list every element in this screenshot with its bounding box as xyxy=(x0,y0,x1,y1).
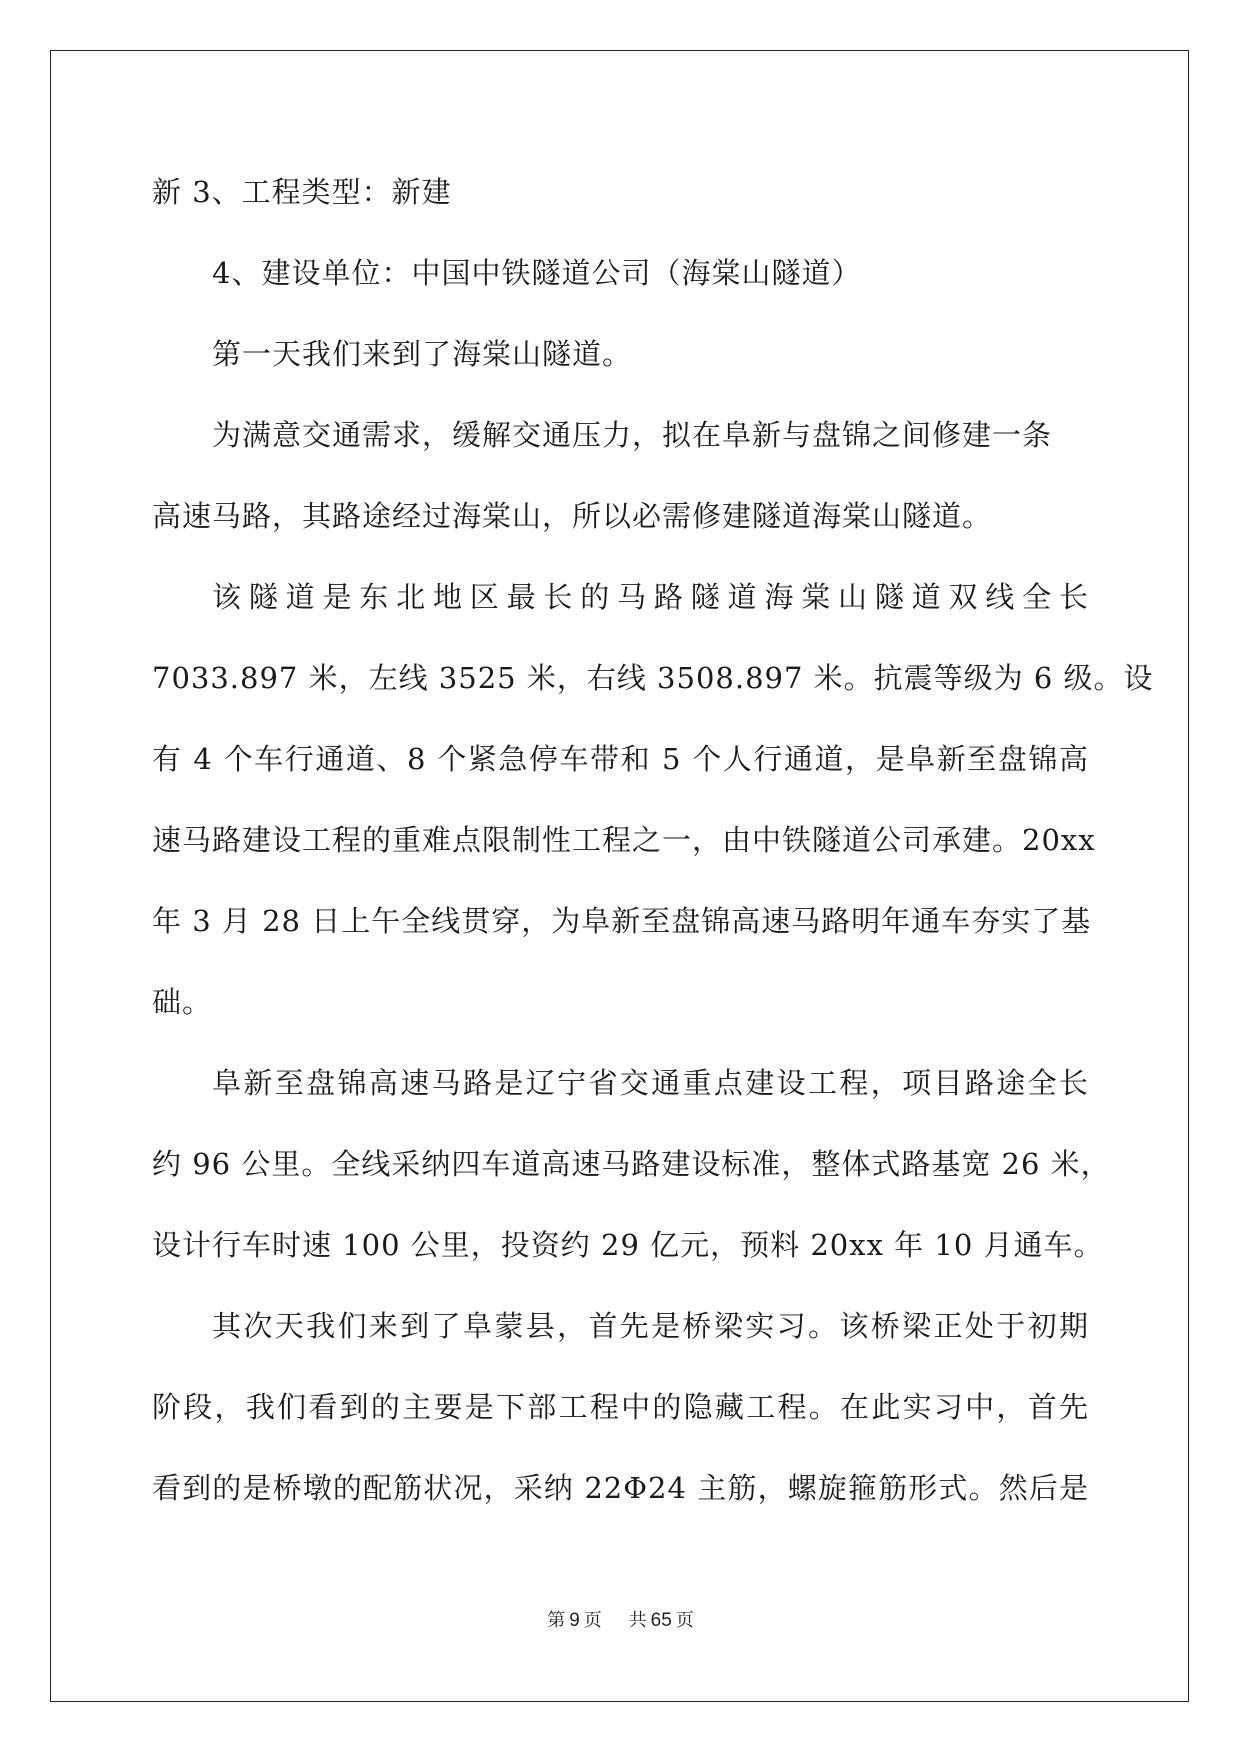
footer-prefix: 第 xyxy=(547,1610,566,1631)
text-line: 4、建设单位：中国中铁隧道公司（海棠山隧道） xyxy=(212,256,862,290)
text-line: 该隧道是东北地区最长的马路隧道海棠山隧道双线全长 xyxy=(212,580,1089,614)
text-line: 阜新至盘锦高速马路是辽宁省交通重点建设工程，项目路途全长 xyxy=(212,1066,1089,1100)
text-line: 新 3、工程类型：新建 xyxy=(152,175,452,209)
footer-total-prefix: 共 xyxy=(628,1610,647,1631)
text-line: 年 3 月 28 日上午全线贯穿，为阜新至盘锦高速马路明年通车夯实了基 xyxy=(152,904,1092,938)
text-line: 7033.897 米，左线 3525 米，右线 3508.897 米。抗震等级为 6 级。设 xyxy=(152,661,1154,695)
text-line: 高速马路，其路途经过海棠山，所以必需修建隧道海棠山隧道。 xyxy=(152,499,993,533)
text-line: 其次天我们来到了阜蒙县，首先是桥梁实习。该桥梁正处于初期 xyxy=(212,1309,1089,1343)
page-footer xyxy=(0,1606,1241,1632)
page-number: 9 xyxy=(569,1610,580,1631)
document-body xyxy=(152,162,1154,1539)
text-line: 为满意交通需求，缓解交通压力，拟在阜新与盘锦之间修建一条 xyxy=(212,418,1053,452)
text-line: 设计行车时速 100 公里，投资约 29 亿元，预料 20xx 年 10 月通车。 xyxy=(152,1228,1104,1262)
text-line: 础。 xyxy=(152,985,213,1019)
footer-page-suffix: 页 xyxy=(583,1610,602,1631)
total-pages: 65 xyxy=(650,1610,672,1631)
text-line: 约 96 公里。全线采纳四车道高速马路建设标准，整体式路基宽 26 米， xyxy=(152,1147,1111,1181)
text-line: 速马路建设工程的重难点限制性工程之一，由中铁隧道公司承建。20xx xyxy=(152,823,1096,857)
text-line: 第一天我们来到了海棠山隧道。 xyxy=(212,337,633,371)
text-line: 阶段，我们看到的主要是下部工程中的隐藏工程。在此实习中，首先 xyxy=(152,1390,1089,1424)
text-line: 看到的是桥墩的配筋状况，采纳 22Φ24 主筋，螺旋箍筋形式。然后是 xyxy=(152,1471,1089,1505)
text-line: 有 4 个车行通道、8 个紧急停车带和 5 个人行通道，是阜新至盘锦高 xyxy=(152,742,1089,776)
footer-total-suffix: 页 xyxy=(675,1610,694,1631)
